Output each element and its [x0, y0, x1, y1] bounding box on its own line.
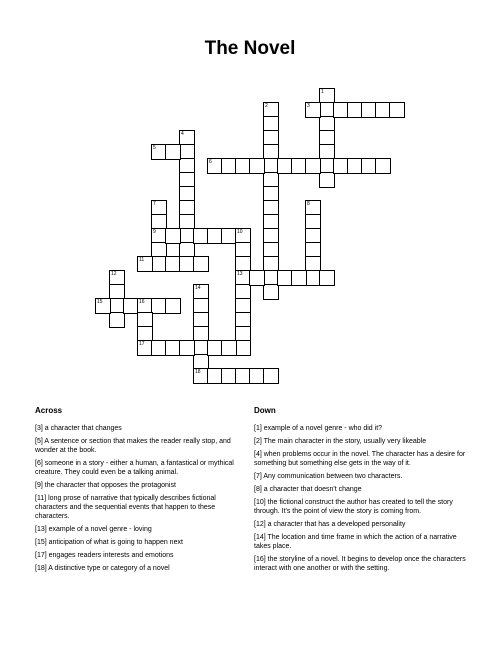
clue-number: 8 [307, 200, 310, 207]
grid-cell[interactable] [165, 228, 181, 244]
down-clue: [8] a character that doesn't change [254, 486, 362, 493]
down-clue-list [254, 424, 466, 577]
grid-cell[interactable] [221, 340, 237, 356]
down-clue: [14] The location and time frame in which the action of a narrative takes place. [254, 534, 457, 550]
grid-cell[interactable] [389, 102, 405, 118]
grid-cell[interactable] [319, 172, 335, 188]
grid-cell[interactable] [305, 158, 321, 174]
down-clue: [1] example of a novel genre - who did it? [254, 425, 383, 432]
grid-cell[interactable] [263, 284, 279, 300]
grid-cell[interactable] [109, 312, 125, 328]
clue-number: 13 [237, 270, 243, 277]
puzzle-title: The Novel [204, 38, 296, 59]
clue-number: 11 [139, 256, 145, 263]
clue-number: 6 [209, 158, 212, 165]
clue-number: 7 [153, 200, 156, 207]
clue-number: 18 [195, 368, 201, 375]
clue-number: 1 [321, 88, 324, 95]
clue-number: 14 [195, 284, 201, 291]
grid-cell[interactable] [249, 158, 265, 174]
down-clue: [2] The main character in the story, usually very likeable [254, 438, 427, 445]
down-clue: [12] a character that has a developed personality [254, 521, 406, 528]
grid-cell[interactable] [165, 144, 181, 160]
across-heading: Across [35, 406, 63, 415]
down-clue: [4] when problems occur in the novel. The character has a desire for something but something else gets in the way of it. [254, 451, 466, 467]
across-clue: [6] someone in a story - either a human, a fantastical or mythical creature. They could even be a talking animal. [35, 460, 234, 476]
grid-cell[interactable] [263, 368, 279, 384]
clue-number: 15 [97, 298, 103, 305]
grid-cell[interactable] [235, 340, 251, 356]
down-heading: Down [254, 406, 276, 415]
clue-number: 3 [307, 102, 310, 109]
clue-number: 16 [139, 298, 145, 305]
grid-cell[interactable] [95, 298, 111, 314]
grid-cell[interactable] [319, 270, 335, 286]
grid-cell[interactable] [291, 270, 307, 286]
across-clue: [15] anticipation of what is going to happen next [35, 539, 183, 546]
grid-cell[interactable] [375, 158, 391, 174]
clue-number: 10 [237, 228, 243, 235]
down-clue: [10] the fictional construct the author has created to tell the story through. It's the point of view the story is coming from. [254, 499, 453, 515]
grid-cell[interactable] [137, 256, 153, 272]
across-clue: [9] the character that opposes the protagonist [35, 482, 176, 489]
grid-cell[interactable] [305, 102, 321, 118]
across-clue: [17] engages readers interests and emotions [35, 552, 174, 559]
across-clue: [18] A distinctive type or category of a novel [35, 565, 170, 572]
across-clue-list [35, 424, 243, 577]
down-clue: [16] the storyline of a novel. It begins to develop once the characters interact with one another or with the setting. [254, 556, 466, 572]
clue-number: 12 [111, 270, 117, 277]
across-clue: [5] A sentence or section that makes the reader really stop, and wonder at the book. [35, 438, 231, 454]
clue-number: 9 [153, 228, 156, 235]
grid-cell[interactable] [249, 270, 265, 286]
across-clue: [13] example of a novel genre - loving [35, 526, 152, 533]
across-clue: [3] a character that changes [35, 425, 122, 432]
across-clue: [11] long prose of narrative that typically describes fictional characters and the sequential events that happen to these characters. [35, 495, 216, 520]
clue-number: 5 [153, 144, 156, 151]
grid-cell[interactable] [179, 340, 195, 356]
clue-number: 17 [139, 340, 145, 347]
clue-number: 2 [265, 102, 268, 109]
grid-cell[interactable] [165, 298, 181, 314]
down-clue: [7] Any communication between two characters. [254, 473, 403, 480]
clue-number: 4 [181, 130, 184, 137]
grid-cell[interactable] [193, 256, 209, 272]
